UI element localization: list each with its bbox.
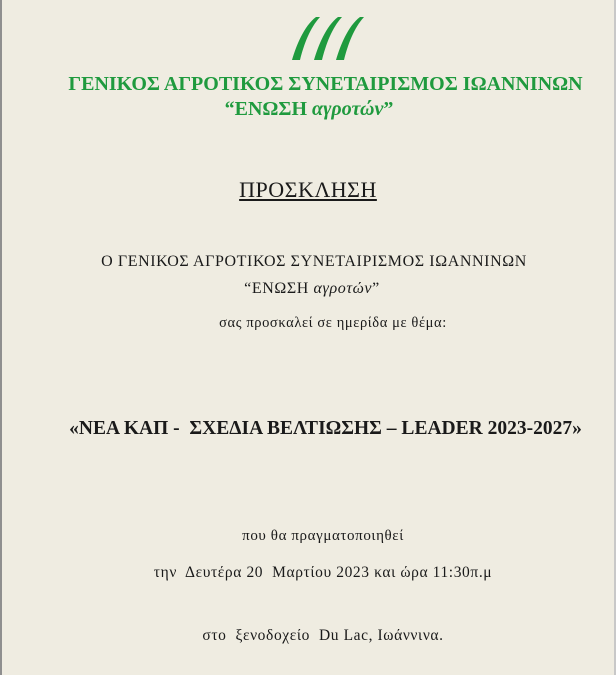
event-location: στο ξενοδοχείο Du Lac, Ιωάννινα.	[202, 627, 444, 644]
inviter-union-line: “ΕΝΩΣΗ αγροτών”	[244, 280, 380, 297]
invitation-intro: σας προσκαλεί σε ημερίδα με θέμα:	[219, 315, 447, 331]
organization-union-name: “ΕΝΩΣΗ αγροτών”	[224, 98, 394, 120]
document-title: ΠΡΟΣΚΛΗΣΗ	[239, 177, 377, 202]
organization-name: ΓΕΝΙΚΟΣ ΑΓΡΟΤΙΚΟΣ ΣΥΝΕΤΑΙΡΙΣΜΟΣ ΙΩΑΝΝΙΝΩΝ	[68, 73, 583, 95]
three-leaf-logo	[288, 16, 368, 62]
event-date-time: την Δευτέρα 20 Μαρτίου 2023 και ώρα 11:30π.μ	[153, 564, 493, 581]
event-subject: «ΝΕΑ ΚΑΠ - ΣΧΕΔΙΑ ΒΕΛΤΙΩΣΗΣ – LEADER 2023-2027»	[69, 418, 582, 439]
inviter-line: Ο ΓΕΝΙΚΟΣ ΑΓΡΟΤΙΚΟΣ ΣΥΝΕΤΑΙΡΙΣΜΟΣ ΙΩΑΝΝΙΝΩΝ	[101, 253, 527, 270]
event-intro: που θα πραγματοποιηθεί	[242, 528, 404, 544]
